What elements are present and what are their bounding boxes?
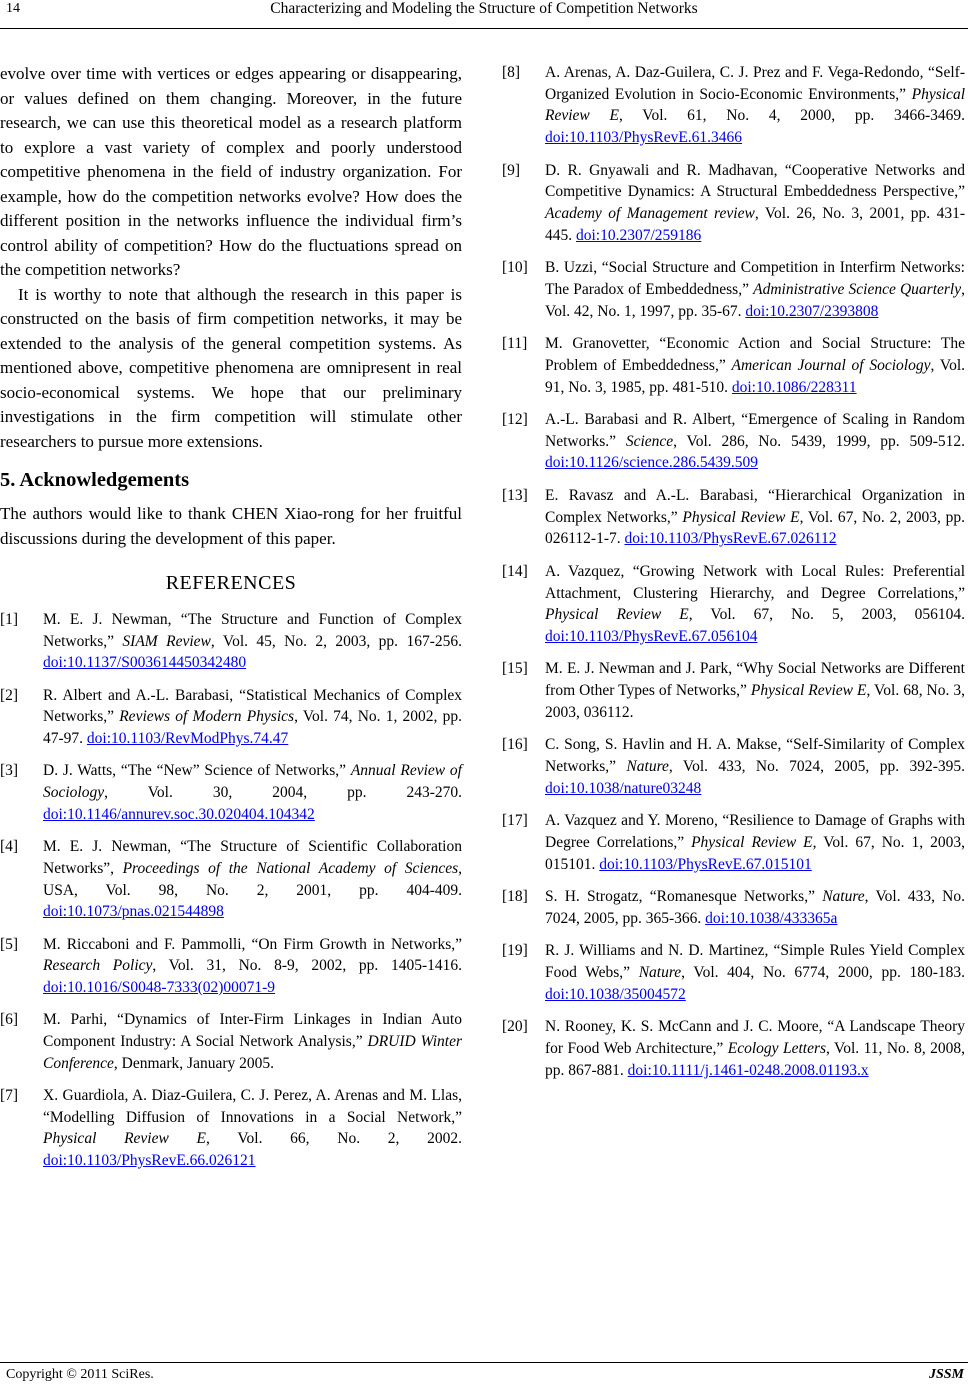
reference-venue: Annual Review of Sociology <box>43 762 462 802</box>
reference-text: N. Rooney, K. S. McCann and J. C. Moore, “A Landscape Theory for Food Web Architecture,” <box>545 1018 965 1057</box>
reference-text: C. Song, S. Havlin and H. A. Makse, “Self-Similarity of Complex Networks,” <box>545 736 965 776</box>
reference-number: [6] <box>0 1011 19 1029</box>
reference-number: [12] <box>502 411 528 429</box>
reference-venue: Science <box>625 432 674 450</box>
reference-number: [4] <box>0 838 19 856</box>
reference-entry <box>0 1009 462 1074</box>
doi-link[interactable]: doi:10.2307/259186 <box>576 226 702 244</box>
reference-text: M. E. J. Newman, “The Structure and Function of Complex Networks,” <box>43 611 462 650</box>
reference-entry <box>0 1085 462 1172</box>
reference-venue: Proceedings of the National Academy of Sciences, <box>122 859 462 877</box>
right-column <box>502 62 965 1092</box>
reference-details: , Vol. 31, No. 8-9, 2002, pp. 1405-1416. <box>152 957 462 975</box>
reference-number: [5] <box>0 935 19 953</box>
reference-text: D. R. Gnyawali and R. Madhavan, “Cooperative Networks and Competitive Dynamics: A Structural Embeddedness Perspective,” <box>545 161 965 201</box>
reference-text: S. H. Strogatz, “Romanesque Networks,” <box>545 888 823 906</box>
doi-link[interactable]: doi:10.1103/PhysRevE.66.026121 <box>43 1152 256 1170</box>
reference-venue: DRUID Winter Conference <box>43 1032 462 1072</box>
reference-number: [17] <box>502 812 528 830</box>
reference-text: X. Guardiola, A. Diaz-Guilera, C. J. Perez, A. Arenas and M. Llas, “Modelling Diffusion of Innovations in a Social Network,” <box>43 1086 462 1126</box>
reference-venue: Physical Review E <box>682 508 800 526</box>
body-paragraph: It is worthy to note that although the research in this paper is constructed on the basis of firm competition networks, it may be extended to the analysis of the general competition systems. As mentioned above, competitive phenomena are omnipresent in real socio-economical systems. We hope that our preliminary investigations in the firm competition will stimulate other researchers to pursue more extensions. <box>0 284 462 451</box>
section-title: 5. Acknowledgements <box>0 469 190 491</box>
reference-details: , Vol. 66, No. 2, 2002. <box>206 1130 463 1148</box>
doi-link[interactable]: doi:10.1126/science.286.5439.509 <box>545 454 758 472</box>
reference-entry <box>502 160 965 247</box>
page-header <box>0 0 968 29</box>
body-paragraph: evolve over time with vertices or edges appearing or disappearing, or values defined on them changing. Moreover, in the future research, we can use this theoretical model as a research platform to explore a vast variety of complex and poorly understood competitive phenomena in the field of industry organization. For example, how do the competition networks evolve? How does the different position in the networks influence the individual firm’s control ability of competition? How do the fluctuations spread on the competition networks? <box>0 64 462 279</box>
reference-entry <box>0 685 462 750</box>
reference-venue: Academy of Management review <box>545 205 755 223</box>
doi-link[interactable]: doi:10.1038/35004572 <box>545 985 686 1003</box>
references-heading: REFERENCES <box>165 572 297 594</box>
reference-entry <box>502 485 965 550</box>
left-column <box>0 62 462 1182</box>
reference-details: , Vol. 30, 2004, pp. 243-270. <box>104 784 462 802</box>
reference-entry <box>502 940 965 1005</box>
reference-text: R. Albert and A.-L. Barabasi, “Statistical Mechanics of Complex Networks,” <box>43 686 462 726</box>
reference-number: [15] <box>502 660 528 678</box>
reference-venue: American Journal of Sociology <box>731 356 931 374</box>
reference-text: M. Parhi, “Dynamics of Inter-Firm Linkages in Indian Auto Component Industry: A Social Network Analysis,” <box>43 1011 462 1050</box>
reference-details: , Vol. 67, No. 5, 2003, 056104. <box>688 606 965 624</box>
reference-details: , Vol. 11, No. 8, 2008, pp. 867-881. <box>545 1039 966 1079</box>
reference-details: , Denmark, January 2005. <box>113 1054 274 1072</box>
reference-number: [9] <box>502 161 521 179</box>
doi-link[interactable]: doi:10.1137/S003614450342480 <box>43 654 247 672</box>
reference-number: [7] <box>0 1086 19 1104</box>
reference-venue: Physical Review E <box>545 85 965 125</box>
reference-number: [18] <box>502 888 528 906</box>
reference-details: , Vol. 433, No. 7024, 2005, pp. 365-366. <box>545 888 966 927</box>
reference-entry <box>502 62 965 149</box>
copyright-notice: Copyright © 2011 SciRes. <box>6 1367 154 1382</box>
reference-text: A.-L. Barabasi and R. Albert, “Emergence of Scaling in Random Networks.” <box>545 411 965 450</box>
reference-venue: Ecology Letters <box>727 1039 827 1057</box>
reference-details: USA, Vol. 98, No. 2, 2001, pp. 404-409. <box>43 881 462 899</box>
reference-entry <box>502 734 965 799</box>
doi-link[interactable]: doi:10.1073/pnas.021544898 <box>43 903 224 921</box>
reference-details: , Vol. 404, No. 6774, 2000, pp. 180-183. <box>681 964 965 982</box>
reference-venue: Reviews of Modern Physics <box>119 708 295 726</box>
doi-link[interactable]: doi:10.1103/PhysRevE.61.3466 <box>545 129 743 147</box>
reference-list-left <box>0 609 462 1172</box>
doi-link[interactable]: doi:10.1146/annurev.soc.30.020404.104342 <box>43 805 315 823</box>
reference-number: [8] <box>502 64 521 81</box>
reference-venue: Physical Review E <box>691 833 813 851</box>
reference-venue: Nature <box>626 758 669 776</box>
page-footer <box>0 1362 968 1387</box>
reference-number: [19] <box>502 942 528 960</box>
reference-venue: Physical Review E <box>545 606 689 624</box>
reference-entry <box>502 561 965 648</box>
reference-text: B. Uzzi, “Social Structure and Competition in Interfirm Networks: The Paradox of Embeddedness,” <box>545 259 965 298</box>
doi-link[interactable]: doi:10.1103/PhysRevE.67.056104 <box>545 627 758 645</box>
reference-text: A. Vazquez, “Growing Network with Local Rules: Preferential Attachment, Clustering Hierarchy, and Degree Correlations,” <box>545 562 965 602</box>
reference-entry <box>0 836 462 923</box>
reference-text: E. Ravasz and A.-L. Barabasi, “Hierarchical Organization in Complex Networks,” <box>545 486 965 526</box>
reference-details: , Vol. 42, No. 1, 1997, pp. 35-67. <box>545 280 965 320</box>
reference-venue: Administrative Science Quarterly <box>753 280 962 298</box>
reference-text: M. E. J. Newman, “The Structure of Scientific Collaboration Networks”, <box>43 838 462 877</box>
reference-venue: SIAM Review <box>122 632 211 650</box>
reference-text: M. Riccaboni and F. Pammolli, “On Firm Growth in Networks,” <box>43 935 462 953</box>
reference-venue: Nature <box>638 964 682 982</box>
doi-link[interactable]: doi:10.2307/2393808 <box>745 302 879 320</box>
reference-text: M. Granovetter, “Economic Action and Social Structure: The Problem of Embeddedness,” <box>545 335 965 374</box>
doi-link[interactable]: doi:10.1103/PhysRevE.67.015101 <box>599 855 812 873</box>
reference-text: A. Vazquez and Y. Moreno, “Resilience to Damage of Graphs with Degree Correlations,” <box>545 812 965 851</box>
reference-details: , Vol. 433, No. 7024, 2005, pp. 392-395. <box>668 758 965 776</box>
reference-entry <box>0 934 462 999</box>
reference-number: [14] <box>502 562 528 580</box>
doi-link[interactable]: doi:10.1016/S0048-7333(02)00071-9 <box>43 978 276 996</box>
reference-number: [1] <box>0 611 19 628</box>
reference-details: , Vol. 286, No. 5439, 1999, pp. 509-512. <box>673 432 965 450</box>
reference-entry <box>502 658 965 723</box>
reference-number: [13] <box>502 486 528 504</box>
reference-entry <box>502 810 965 875</box>
reference-entry <box>502 886 965 929</box>
reference-text: R. J. Williams and N. D. Martinez, “Simple Rules Yield Complex Food Webs,” <box>545 942 965 982</box>
reference-details: , Vol. 45, No. 2, 2003, pp. 167-256. <box>210 632 462 650</box>
reference-entry <box>0 609 462 674</box>
reference-venue: Nature <box>822 888 865 906</box>
reference-entry <box>502 409 965 474</box>
journal-abbreviation: JSSM <box>928 1367 964 1382</box>
reference-number: [3] <box>0 762 19 780</box>
reference-entry <box>502 333 965 398</box>
reference-number: [11] <box>502 335 528 353</box>
reference-venue: Physical Review E <box>750 682 867 700</box>
reference-text: A. Arenas, A. Daz-Guilera, C. J. Prez and F. Vega-Redondo, “Self-Organized Evolution in Socio-Economic Environments,” <box>545 64 965 103</box>
reference-details: , Vol. 61, No. 4, 2000, pp. 3466-3469. <box>618 107 965 125</box>
doi-link[interactable]: doi:10.1086/228311 <box>731 378 857 396</box>
reference-venue: Research Policy <box>43 957 153 975</box>
page-number: 14 <box>6 1 20 16</box>
reference-details: , Vol. 91, No. 3, 1985, pp. 481-510. <box>545 356 965 396</box>
doi-link[interactable]: doi:10.1038/nature03248 <box>545 779 702 797</box>
reference-entry <box>0 760 462 825</box>
reference-number: [20] <box>502 1018 528 1036</box>
reference-number: [16] <box>502 736 528 754</box>
doi-link[interactable]: doi:10.1103/PhysRevE.67.026112 <box>624 530 837 548</box>
running-title: Characterizing and Modeling the Structure of Competition Networks <box>270 0 698 17</box>
reference-entry <box>502 257 965 322</box>
reference-details: , Vol. 26, No. 3, 2001, pp. 431-445. <box>545 205 966 244</box>
doi-link[interactable]: doi:10.1038/433365a <box>705 909 838 927</box>
reference-details: , Vol. 67, No. 2, 2003, pp. 026112-1-7. <box>545 508 966 548</box>
reference-number: [2] <box>0 686 19 704</box>
reference-details: , Vol. 74, No. 1, 2002, pp. 47-97. <box>43 708 462 748</box>
reference-details: , Vol. 67, No. 1, 2003, 015101. <box>545 833 965 873</box>
reference-text: M. E. J. Newman and J. Park, “Why Social Networks are Different from Other Types of Networks,” <box>545 660 965 700</box>
doi-link[interactable]: doi:10.1111/j.1461-0248.2008.01193.x <box>627 1061 869 1079</box>
reference-number: [10] <box>502 259 528 277</box>
reference-entry <box>502 1016 965 1081</box>
reference-venue: Physical Review E <box>43 1130 207 1148</box>
reference-list-right <box>502 62 965 1081</box>
acknowledgement-text: The authors would like to thank CHEN Xiao-rong for her fruitful discussions during the development of this paper. <box>0 504 462 548</box>
reference-text: D. J. Watts, “The “New” Science of Networks,” <box>43 762 351 780</box>
doi-link[interactable]: doi:10.1103/RevModPhys.74.47 <box>86 730 289 748</box>
reference-details: , Vol. 68, No. 3, 2003, 036112. <box>545 682 966 721</box>
